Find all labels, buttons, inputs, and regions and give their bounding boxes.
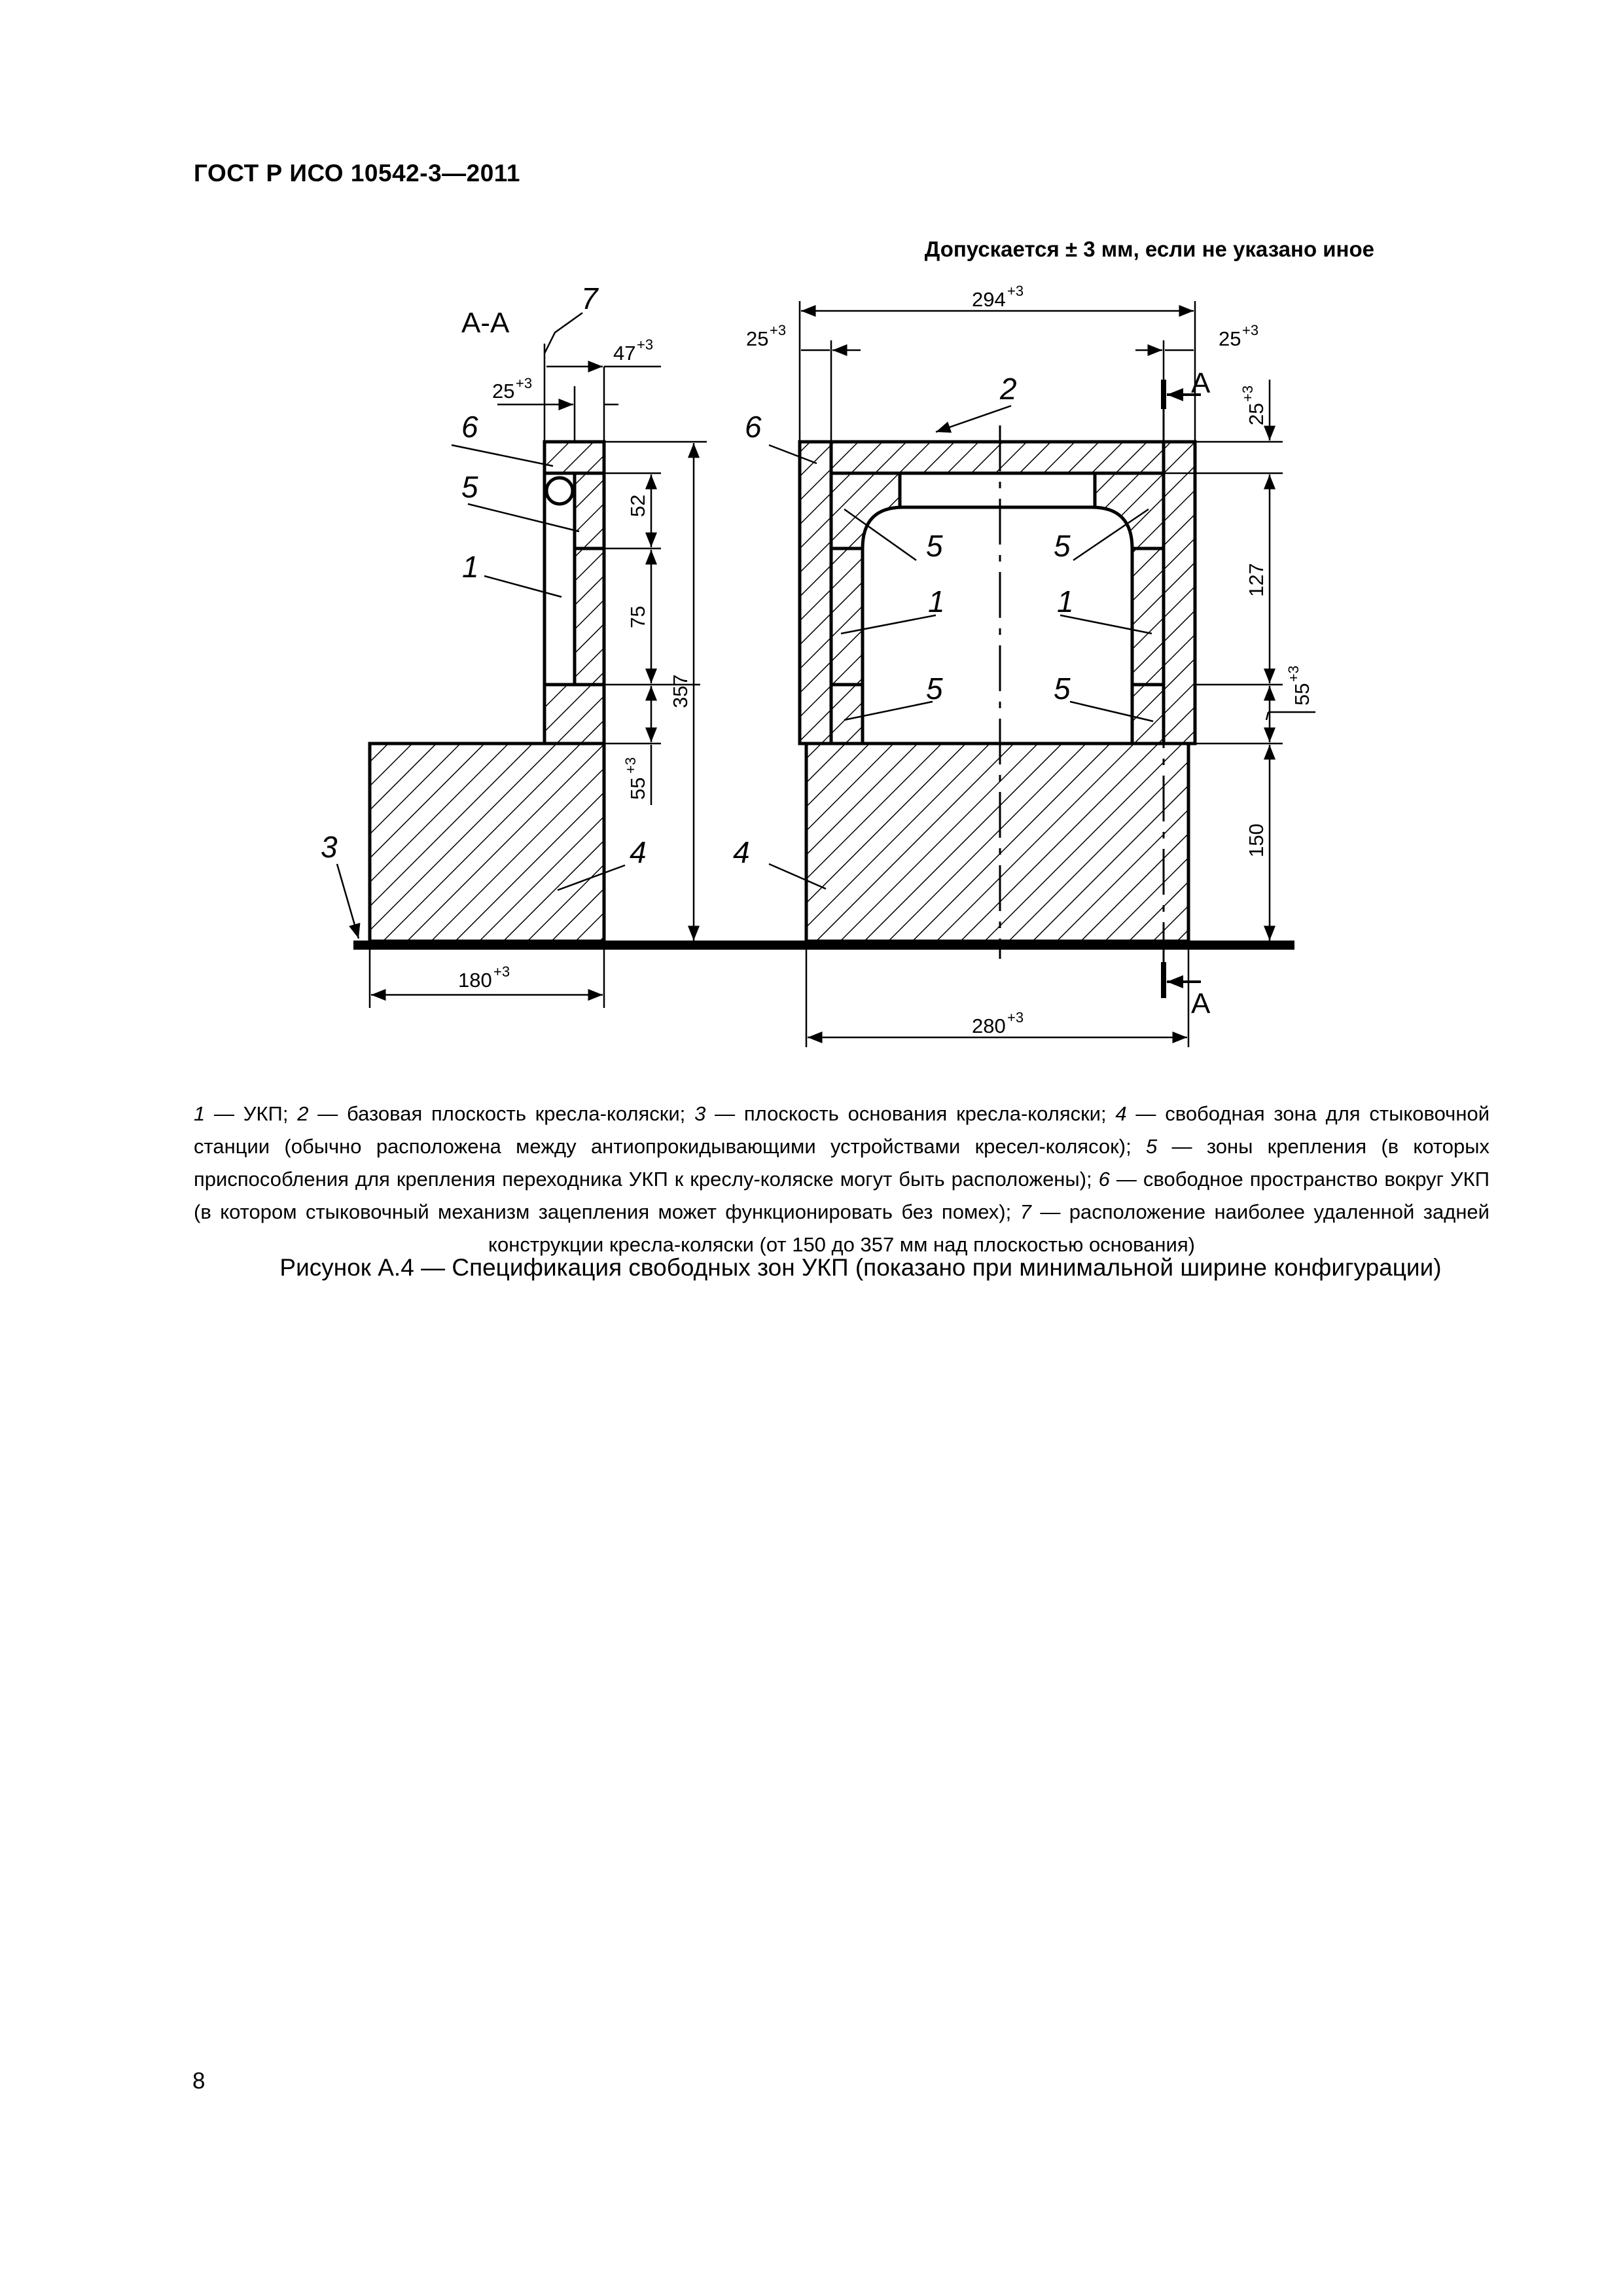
section-zone-1 bbox=[575, 548, 604, 685]
callout-6-right: 6 bbox=[745, 410, 762, 444]
dim-294-tol: +3 bbox=[1007, 283, 1024, 299]
section-label-a-a: А-А bbox=[461, 307, 510, 339]
dim-25-right-right-tol: +3 bbox=[1242, 322, 1259, 338]
legend-key-5: 5 bbox=[1145, 1135, 1158, 1158]
legend-key-1: 1 bbox=[194, 1102, 205, 1125]
legend-text-2: — базовая плоскость кресла-коляски; bbox=[308, 1102, 695, 1125]
callout-6-left: 6 bbox=[461, 410, 478, 444]
dim-180: 180 bbox=[458, 969, 492, 992]
document-header-title: ГОСТ Р ИСО 10542-3—2011 bbox=[194, 160, 520, 187]
legend-key-6: 6 bbox=[1098, 1168, 1110, 1191]
callout-4-left: 4 bbox=[630, 835, 647, 869]
callout-3: 3 bbox=[321, 830, 338, 864]
callout-2: 2 bbox=[1000, 372, 1017, 406]
front-zone-5-bottom-left bbox=[831, 685, 863, 744]
front-zone-1-left bbox=[831, 548, 863, 685]
callout-1-front-left: 1 bbox=[928, 584, 945, 619]
rear-structure-circle bbox=[546, 478, 573, 504]
dim-47: 47 bbox=[613, 342, 636, 365]
callout-1-left: 1 bbox=[462, 550, 479, 584]
dim-55-left: 55 bbox=[626, 777, 649, 800]
dim-55-left-tol: +3 bbox=[622, 757, 639, 774]
dim-25-right-right: 25 bbox=[1219, 327, 1241, 350]
section-mark-a-top: А bbox=[1191, 367, 1211, 399]
dim-25-right-left: 25 bbox=[746, 327, 769, 350]
section-view-a-a bbox=[370, 442, 604, 941]
dim-55-right-tol: +3 bbox=[1285, 665, 1302, 682]
dim-357: 357 bbox=[669, 674, 692, 708]
front-zone-5-bottom-right bbox=[1132, 685, 1164, 744]
legend-text-4: — свободная зона для стыковочной станции (обычно расположена между антиопрокидывающими устройствами кресел-колясок); bbox=[194, 1102, 1490, 1158]
dim-280: 280 bbox=[972, 1014, 1006, 1037]
figure-title: Рисунок А.4 — Спецификация свободных зон УКП (показано при минимальной ширине конфигурации) bbox=[279, 1254, 1442, 1281]
section-zone-6-top bbox=[544, 442, 604, 473]
front-zone-6-top bbox=[831, 442, 1164, 473]
callout-4-right: 4 bbox=[733, 835, 750, 869]
legend-key-7: 7 bbox=[1020, 1200, 1031, 1223]
front-zone-6-right bbox=[1164, 442, 1195, 744]
dim-75: 75 bbox=[626, 605, 649, 628]
callout-7: 7 bbox=[581, 281, 598, 315]
front-zone-1-right bbox=[1132, 548, 1164, 685]
dim-52: 52 bbox=[626, 494, 649, 517]
dim-47-tol: +3 bbox=[637, 336, 654, 353]
dim-180-tol: +3 bbox=[493, 963, 510, 980]
dim-150: 150 bbox=[1245, 823, 1268, 857]
callout-5-top-left: 5 bbox=[926, 529, 943, 563]
dim-55-right: 55 bbox=[1291, 683, 1313, 706]
front-zone-4 bbox=[806, 744, 1188, 941]
section-zone-5-lower bbox=[544, 685, 604, 744]
dim-25-vertical: 25 bbox=[1245, 403, 1268, 425]
legend-text-5: — зоны крепления (в которых приспособления для крепления переходника УКП к креслу-коляске могут быть расположены); bbox=[194, 1135, 1490, 1191]
callout-5-bottom-left: 5 bbox=[926, 672, 943, 706]
callout-5-bottom-right: 5 bbox=[1054, 672, 1071, 706]
callout-5-left: 5 bbox=[461, 470, 478, 504]
dim-127: 127 bbox=[1245, 563, 1268, 597]
front-zone-6-left bbox=[800, 442, 831, 744]
dim-25-left-tol: +3 bbox=[516, 375, 533, 391]
section-zone-4 bbox=[370, 744, 604, 941]
dim-294: 294 bbox=[972, 288, 1006, 311]
legend-text-6: — свободное пространство вокруг УКП (в котором стыковочный механизм зацепления может функционировать без помех); bbox=[194, 1168, 1489, 1223]
section-mark-a-bottom: А bbox=[1191, 988, 1211, 1020]
technical-drawing bbox=[0, 0, 1623, 1113]
legend-key-3: 3 bbox=[694, 1102, 706, 1125]
dim-280-tol: +3 bbox=[1007, 1009, 1024, 1026]
legend-text-1: — УКП; bbox=[205, 1102, 298, 1125]
figure-legend bbox=[194, 1098, 1489, 1261]
page-number: 8 bbox=[192, 2068, 205, 2094]
dim-25-vertical-tol: +3 bbox=[1240, 385, 1256, 402]
callout-1-front-right: 1 bbox=[1057, 584, 1074, 619]
front-view bbox=[800, 442, 1195, 941]
callout-5-top-right: 5 bbox=[1054, 529, 1071, 563]
legend-text-3: — плоскость основания кресла-коляски; bbox=[705, 1102, 1116, 1125]
dim-25-left: 25 bbox=[492, 380, 515, 403]
tolerance-note: Допускается ± 3 мм, если не указано иное bbox=[924, 237, 1374, 261]
dim-25-right-left-tol: +3 bbox=[770, 322, 787, 338]
section-zone-5-upper bbox=[575, 473, 604, 548]
legend-text-7: — расположение наиболее удаленной задней конструкции кресла-коляски (от 150 до 357 мм над плоскостью основания) bbox=[488, 1200, 1489, 1256]
legend-key-4: 4 bbox=[1115, 1102, 1127, 1125]
legend-key-2: 2 bbox=[297, 1102, 309, 1125]
